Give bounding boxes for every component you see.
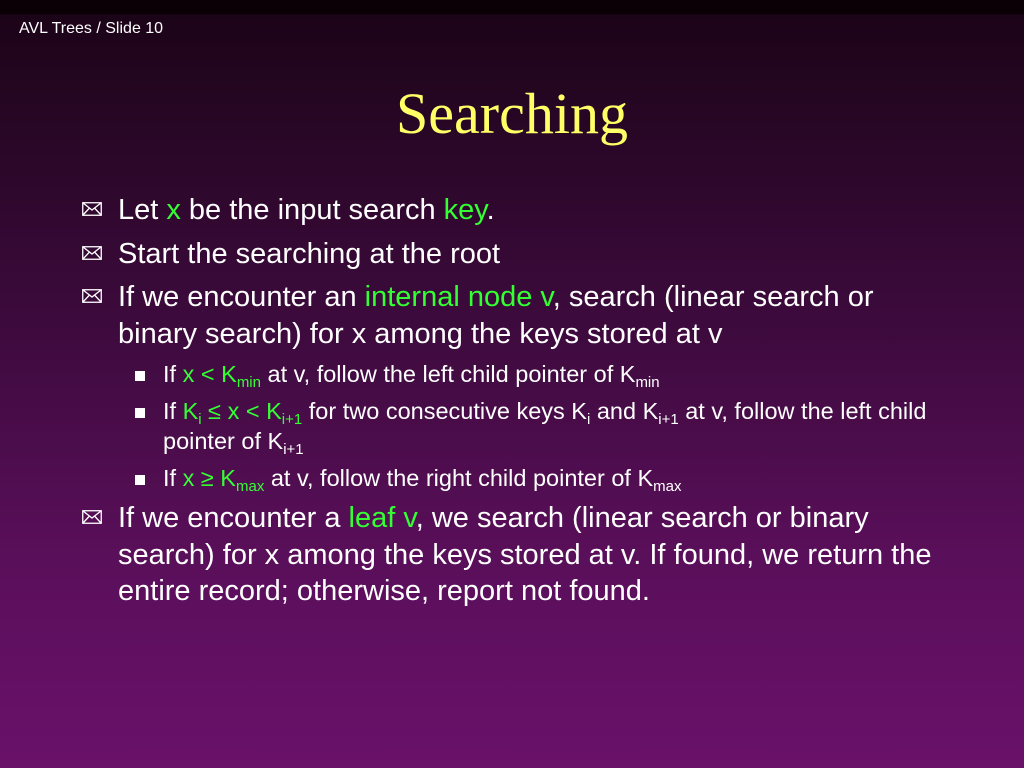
sub-bullet-text: at v, follow the left child pointer of K [163,398,927,454]
bullet-item [80,192,960,229]
sub-bullet-item [80,396,960,456]
square-icon [135,475,145,485]
bullet-text: Start the searching at the root [118,237,501,270]
highlight-text: key [443,194,487,226]
square-icon [135,408,145,418]
slide-title: Searching [396,81,628,146]
bullet-item [80,500,960,610]
bullet-text: be the input search [180,194,444,226]
bullet-text: . [486,194,495,226]
highlight-text: x [166,194,181,226]
envelope-icon [82,510,102,524]
subscript: min [236,374,261,391]
highlight-part: ≤ x < K [201,398,282,424]
sub-bullet-item [80,463,960,493]
subscript: i+1 [283,441,304,458]
highlight-text [182,361,261,391]
sub-bullet-text: for two consecutive keys K [302,398,587,424]
slide-header: AVL Trees / Slide 10 [19,20,164,37]
envelope-icon [82,202,102,216]
bullet-item [80,279,960,352]
subscript: max [235,478,265,495]
envelope-icon [82,289,102,303]
sub-bullet-text: If [163,361,183,387]
square-icon [135,371,145,381]
sub-bullet-text: at v, follow the right child pointer of K [264,465,654,491]
highlight-text [182,398,303,428]
sub-bullet-text: at v, follow the left child pointer of K [260,361,636,387]
subscript: i+1 [658,411,679,428]
sub-bullet-text: If [163,465,183,491]
sub-bullet-item [80,359,960,389]
envelope-icon [82,246,102,260]
bullet-text: , search (linear search or binary search) for x among the keys stored at v [118,281,874,350]
highlight-part: x < K [182,361,237,387]
highlight-text: leaf v [348,502,416,534]
highlight-text [182,465,265,495]
bullet-text: , we search (linear search or binary search) for x among the keys stored at v. If found, we return the entire record; otherwise, report not found. [118,502,932,607]
highlight-part: x ≥ K [182,465,236,491]
bullet-text: Let [118,194,167,226]
slide-content [80,192,960,617]
bullet-text: If we encounter a [118,502,349,534]
highlight-text: internal node v [364,281,553,313]
sub-bullet-text: If [163,398,183,424]
bullet-item [80,236,960,273]
highlight-part: K [182,398,199,424]
subscript: i [198,411,202,428]
subscript: i [586,411,591,428]
subscript: max [653,478,682,495]
sub-bullet-text: and K [590,398,659,424]
subscript: min [635,374,660,391]
subscript: i+1 [281,411,303,428]
bullet-text: If we encounter an [118,281,365,313]
